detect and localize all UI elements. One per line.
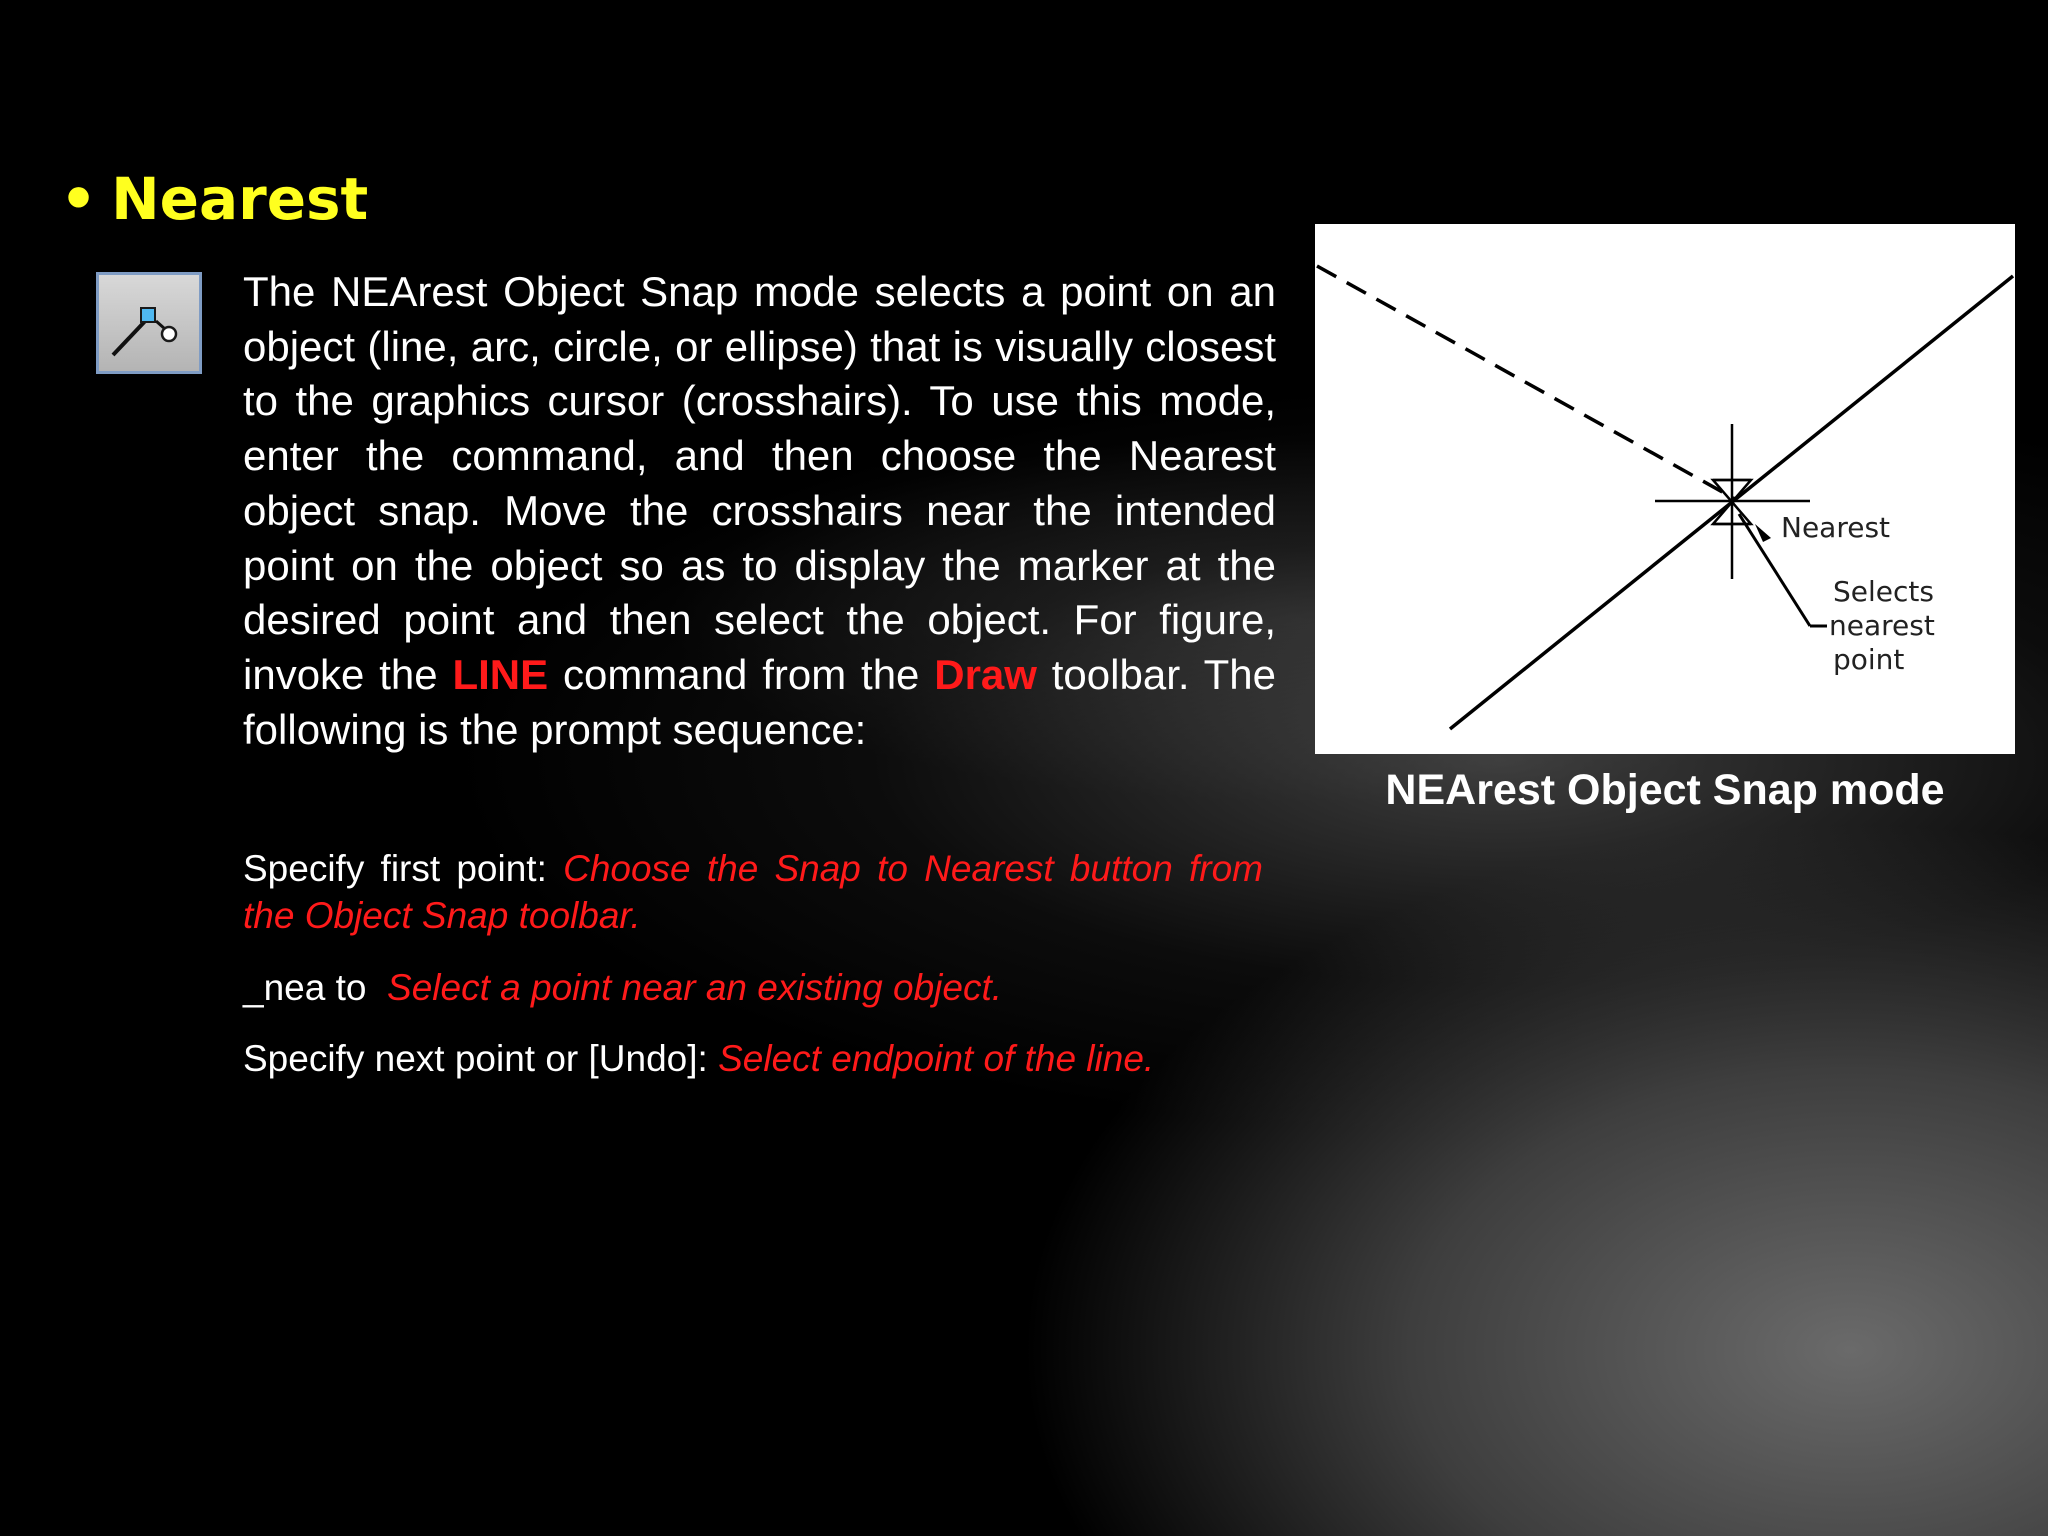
snap-to-nearest-icon [99,275,199,371]
description-part-3: toolbar. The following is the prompt sequence: [243,650,1276,753]
prompt-label: Specify first point: [243,848,547,889]
note-line-3: point [1833,643,1905,676]
nearest-label: Nearest [1781,511,1891,544]
nearest-snap-diagram [1315,224,2015,754]
leader-arrow-icon [1755,524,1771,542]
title-text: Nearest [111,165,369,233]
draw-toolbar-name: Draw [934,650,1037,698]
nearest-snap-figure [1315,224,2015,754]
dashed-line [1317,266,1735,499]
prompt-response: Select endpoint of the line. [718,1038,1155,1079]
prompt-label: Specify next point or [Undo]: [243,1038,708,1079]
prompt-line-3 [243,1035,1263,1082]
note-line-2: nearest [1829,609,1935,642]
description-part-2: command from the [548,650,935,698]
line-command: LINE [452,650,549,698]
slide-title [60,165,369,233]
prompt-line-1 [243,845,1263,939]
note-line-1: Selects [1833,575,1934,608]
description-paragraph [243,265,1276,757]
snap-to-nearest-button[interactable] [96,272,202,374]
prompt-response: Choose the Snap to Nearest button from the Object Snap toolbar. [243,848,1264,936]
description-part-1: The NEArest Object Snap mode selects a point on an object (line, arc, circle, or ellipse) that is visually closest to the graphics cursor (crosshairs). To use this mode, enter the command, and then choose the Nearest object snap. Move the crosshairs near the intended point on the object so as to display the marker at the desired point and then select the object. For figure, invoke the [243,268,1276,698]
prompt-response: Select a point near an existing object. [387,967,1003,1008]
prompt-label: _nea to [243,967,367,1008]
figure-caption: NEArest Object Snap mode [1385,766,1945,814]
bullet: • [60,165,98,233]
prompt-line-2 [243,964,1263,1011]
